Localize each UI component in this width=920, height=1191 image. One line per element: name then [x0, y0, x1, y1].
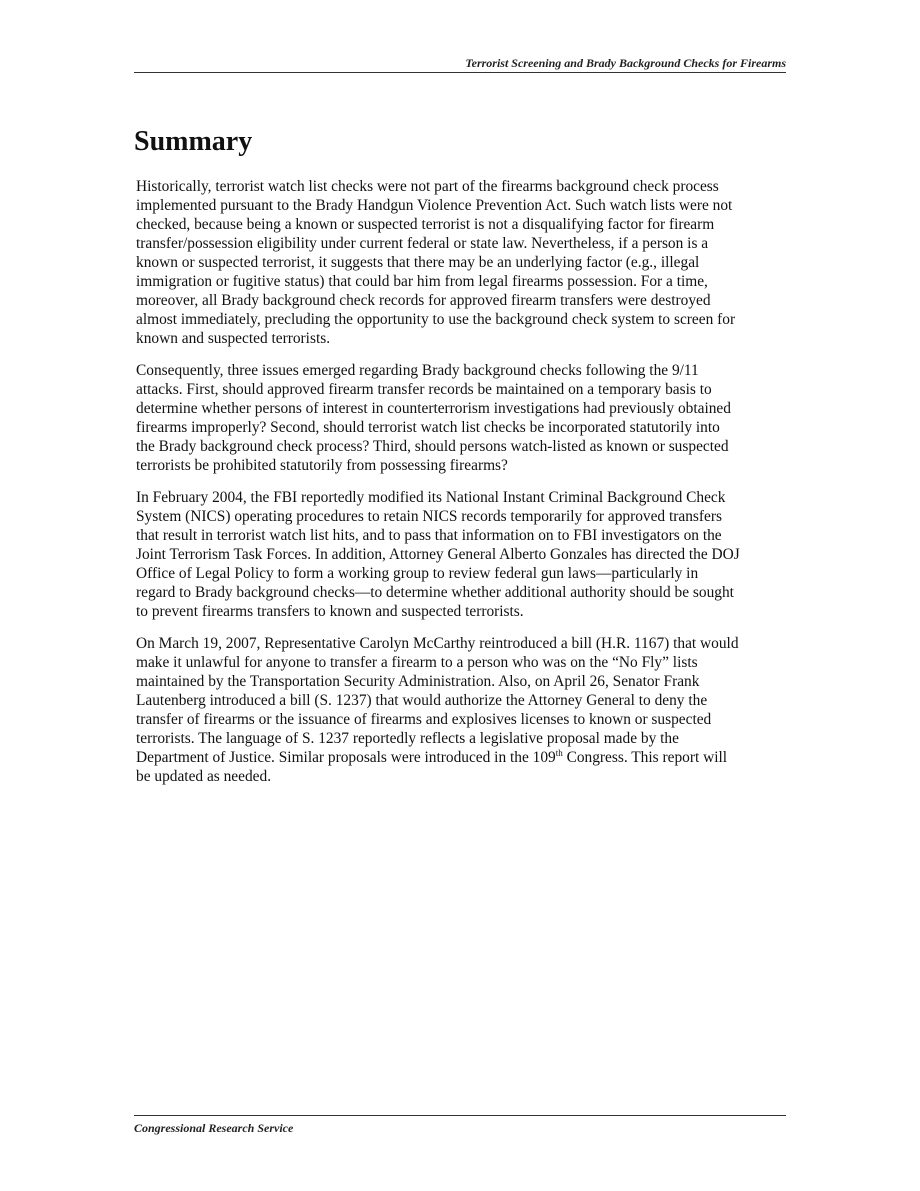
- text-line: that result in terrorist watch list hits, and to pass that information on to FBI investigators on the: [136, 527, 722, 544]
- text-line: firearms improperly? Second, should terrorist watch list checks be incorporated statutorily into: [136, 419, 720, 436]
- summary-body: [136, 177, 788, 799]
- running-footer: Congressional Research Service: [134, 1121, 294, 1135]
- text-fragment: Department of Justice. Similar proposals were introduced in the 109: [136, 749, 556, 766]
- text-line: immigration or fugitive status) that could bar him from legal firearms possession. For a time,: [136, 273, 708, 290]
- paragraph-post-911-issues: [136, 361, 788, 475]
- text-line: to prevent firearms transfers to known and suspected terrorists.: [136, 603, 524, 620]
- paragraph-legislation: [136, 634, 788, 786]
- text-line: On March 19, 2007, Representative Carolyn McCarthy reintroduced a bill (H.R. 1167) that would: [136, 635, 739, 652]
- text-line: maintained by the Transportation Security Administration. Also, on April 26, Senator Frank: [136, 673, 700, 690]
- paragraph-historical-context: [136, 177, 788, 348]
- text-line: In February 2004, the FBI reportedly modified its National Instant Criminal Background Check: [136, 489, 726, 506]
- text-line: transfer of firearms or the issuance of firearms and explosives licenses to known or suspected: [136, 711, 712, 728]
- text-line: Consequently, three issues emerged regarding Brady background checks following the 9/11: [136, 362, 699, 379]
- text-fragment: Congress. This report will: [562, 749, 728, 766]
- text-line: make it unlawful for anyone to transfer a firearm to a person who was on the “No Fly” lists: [136, 654, 698, 671]
- text-line-with-superscript: [136, 748, 788, 767]
- text-line: Joint Terrorism Task Forces. In addition, Attorney General Alberto Gonzales has directed the DOJ: [136, 546, 740, 563]
- footer-divider: [134, 1115, 786, 1116]
- text-line: attacks. First, should approved firearm transfer records be maintained on a temporary basis to: [136, 381, 712, 398]
- text-line: determine whether persons of interest in counterterrorism investigations had previously obtained: [136, 400, 731, 417]
- text-line: moreover, all Brady background check records for approved firearm transfers were destroyed: [136, 292, 711, 309]
- text-line: the Brady background check process? Third, should persons watch-listed as known or suspected: [136, 438, 729, 455]
- text-line: Office of Legal Policy to form a working group to review federal gun laws—particularly in: [136, 565, 699, 582]
- paragraph-fbi-nics-changes: [136, 488, 788, 621]
- text-line: be updated as needed.: [136, 768, 272, 785]
- text-line: System (NICS) operating procedures to retain NICS records temporarily for approved transfers: [136, 508, 722, 525]
- running-header: Terrorist Screening and Brady Background Checks for Firearms: [465, 56, 786, 70]
- text-line: transfer/possession eligibility under current federal or state law. Nevertheless, if a person is a: [136, 235, 709, 252]
- text-line: almost immediately, precluding the opportunity to use the background check system to screen for: [136, 311, 736, 328]
- text-line: known and suspected terrorists.: [136, 330, 331, 347]
- text-line: implemented pursuant to the Brady Handgun Violence Prevention Act. Such watch lists were not: [136, 197, 733, 214]
- page-title: Summary: [134, 126, 253, 157]
- text-line: regard to Brady background checks—to determine whether additional authority should be sought: [136, 584, 734, 601]
- text-line: Historically, terrorist watch list checks were not part of the firearms background check process: [136, 178, 719, 195]
- header-divider: [134, 72, 786, 73]
- text-line: terrorists. The language of S. 1237 reportedly reflects a legislative proposal made by the: [136, 730, 679, 747]
- text-line: checked, because being a known or suspected terrorist is not a disqualifying factor for firearm: [136, 216, 715, 233]
- ordinal-superscript: th: [555, 747, 563, 758]
- text-line: known or suspected terrorist, it suggests that there may be an underlying factor (e.g., illegal: [136, 254, 700, 271]
- text-line: Lautenberg introduced a bill (S. 1237) that would authorize the Attorney General to deny the: [136, 692, 708, 709]
- text-line: terrorists be prohibited statutorily from possessing firearms?: [136, 457, 508, 474]
